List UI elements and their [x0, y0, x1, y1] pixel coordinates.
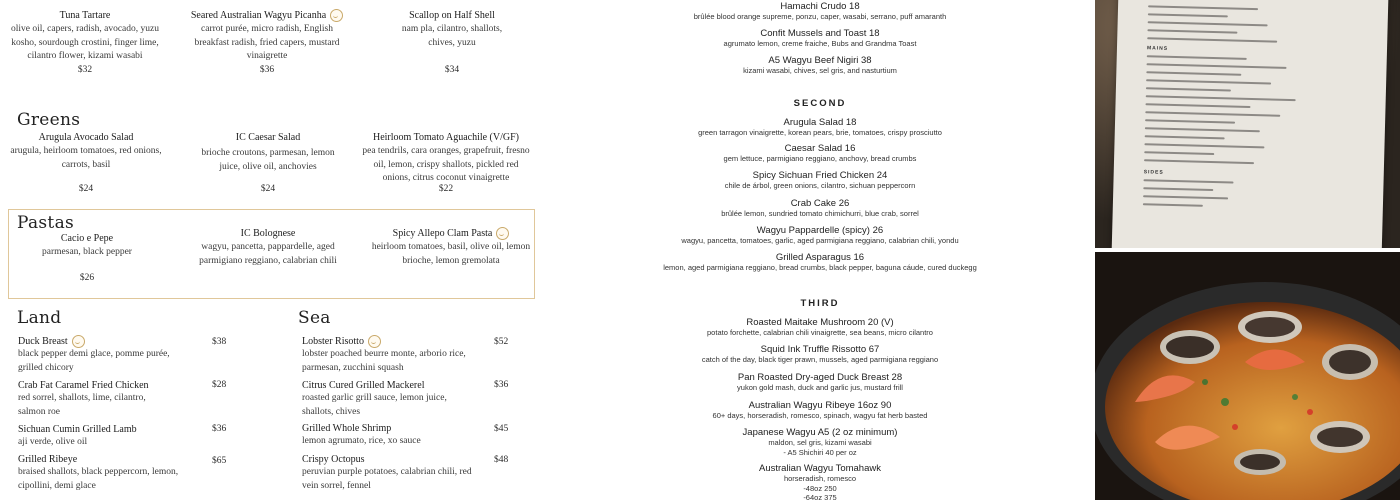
- menu-item: [545, 400, 1095, 421]
- menu-item: [5, 9, 165, 75]
- item-name: Crispy Octopus: [302, 454, 365, 465]
- item-price: $38: [212, 337, 227, 347]
- item-desc: black pepper demi glace, pomme purée, grilled chicory: [18, 349, 170, 373]
- menu-item: [18, 423, 218, 450]
- paella-illustration: [1095, 252, 1400, 500]
- menu-item: [545, 28, 1095, 49]
- item-name: Crab Cake 26: [790, 198, 850, 209]
- menu-item: [545, 55, 1095, 76]
- item-desc-extra: -48oz 250: [803, 483, 837, 493]
- menu-item: [545, 198, 1095, 219]
- item-desc: potato forchette, calabrian chili vinaigrette, sea beans, micro cilantro: [707, 328, 933, 337]
- item-desc: lobster poached beurre monte, arborio rice, parmesan, zucchini squash: [302, 349, 466, 373]
- item-desc: nam pla, cilantro, shallots, chives, yuzu: [401, 24, 503, 48]
- item-desc: lemon agrumato, rice, xo sauce: [302, 436, 421, 446]
- item-desc: heirloom tomatoes, basil, olive oil, lemon brioche, lemon gremolata: [371, 242, 531, 266]
- item-desc: kizami wasabi, chives, sel gris, and nasturtium: [743, 66, 897, 75]
- course-heading-third: THIRD: [800, 298, 840, 309]
- item-desc: red sorrel, shallots, lime, cilantro, salmon roe: [18, 393, 146, 417]
- item-name: Arugula Salad 18: [783, 117, 857, 128]
- middle-menu-panel: [545, 0, 1095, 500]
- item-name: IC Bolognese: [240, 228, 296, 239]
- item-name: Spicy Sichuan Fried Chicken 24: [752, 170, 888, 181]
- item-price: $36: [212, 424, 227, 434]
- item-name: IC Caesar Salad: [235, 132, 301, 143]
- item-desc: yukon gold mash, duck and garlic jus, mustard frill: [737, 383, 903, 392]
- section-title-sea: Sea: [298, 308, 331, 328]
- menu-item: [545, 252, 1095, 273]
- menu-item: [545, 427, 1095, 457]
- item-desc: carrot purée, micro radish, English breakfast radish, fried capers, mustard vinaigrette: [194, 24, 340, 62]
- chef-badge-icon: [368, 335, 381, 348]
- item-price: $48: [494, 455, 509, 465]
- menu-item: [545, 117, 1095, 138]
- menu-item: [12, 232, 162, 283]
- menu-item: [18, 453, 218, 493]
- item-price: $36: [259, 65, 275, 75]
- item-desc-extra: - A5 Shichiri 40 per oz: [783, 447, 857, 457]
- menu-item: [362, 131, 530, 194]
- item-desc: agrumato lemon, creme fraiche, Bubs and Grandma Toast: [723, 39, 917, 48]
- menu-item: [10, 131, 162, 194]
- menu-paper: [1112, 0, 1389, 248]
- item-price: $36: [494, 380, 509, 390]
- item-desc: pea tendrils, cara oranges, grapefruit, fresno oil, lemon, crispy shallots, pickled red onions, citrus coconut vinaigrette: [362, 146, 530, 183]
- section-title-greens: Greens: [17, 110, 81, 130]
- menu-item: [192, 131, 344, 194]
- item-desc: horseradish, romesco: [783, 474, 857, 483]
- item-name: Duck Breast: [18, 336, 68, 347]
- left-menu-panel: [0, 0, 545, 500]
- item-name: Caesar Salad 16: [784, 143, 856, 154]
- menu-item: [545, 344, 1095, 365]
- menu-item: [18, 335, 218, 375]
- menu-item: [370, 227, 532, 268]
- item-desc: lemon, aged parmigiana reggiano, bread crumbs, black pepper, baguna cáude, cured duckegg: [663, 263, 977, 272]
- item-name: Squid Ink Truffle Rissotto 67: [760, 344, 880, 355]
- item-desc: chile de árbol, green onions, cilantro, sichuan peppercorn: [724, 181, 916, 190]
- item-name: Lobster Risotto: [302, 336, 364, 347]
- item-desc: brûlée blood orange supreme, ponzu, caper, wasabi, serrano, puff amaranth: [693, 12, 947, 21]
- paper-heading: SIDES: [1143, 169, 1164, 176]
- menu-item: [545, 170, 1095, 191]
- item-name: Japanese Wagyu A5 (2 oz minimum): [742, 427, 898, 438]
- item-name: Crab Fat Caramel Fried Chicken: [18, 380, 149, 391]
- item-name: Arugula Avocado Salad: [38, 132, 134, 143]
- menu-item: [188, 9, 346, 75]
- item-desc: catch of the day, black tiger prawn, mussels, aged parmigiana reggiano: [701, 355, 939, 364]
- item-desc: 60+ days, horseradish, romesco, spinach, wagyu fat herb basted: [712, 411, 928, 420]
- section-title-pastas: Pastas: [17, 213, 75, 233]
- item-price: $24: [260, 184, 276, 194]
- paper-heading: MAINS: [1146, 45, 1169, 52]
- item-name: Wagyu Pappardelle (spicy) 26: [756, 225, 884, 236]
- item-name: Citrus Cured Grilled Mackerel: [302, 380, 425, 391]
- menu-item: [545, 317, 1095, 338]
- item-desc: peruvian purple potatoes, calabrian chili, red vein sorrel, fennel: [302, 467, 472, 491]
- item-name: Australian Wagyu Tomahawk: [759, 463, 881, 474]
- item-name: Sichuan Cumin Grilled Lamb: [18, 424, 137, 435]
- menu-item: [302, 335, 502, 375]
- menu-item: [188, 227, 348, 268]
- chef-badge-icon: [330, 9, 343, 22]
- item-price: $34: [444, 65, 460, 75]
- item-name: Heirloom Tomato Aguachile (V/GF): [372, 132, 520, 143]
- chef-badge-icon: [72, 335, 85, 348]
- item-name: Confit Mussels and Toast 18: [760, 28, 880, 39]
- item-name: Seared Australian Wagyu Picanha: [190, 10, 327, 21]
- item-name: Spicy Allepo Clam Pasta: [392, 228, 493, 239]
- item-desc-extra: -64oz 375: [803, 493, 837, 502]
- item-price: $45: [494, 424, 509, 434]
- item-price: $24: [78, 184, 94, 194]
- seafood-paella-photo: [1095, 252, 1400, 500]
- menu-item: [545, 372, 1095, 393]
- course-heading-second: SECOND: [793, 98, 847, 109]
- item-desc: green tarragon vinaigrette, korean pears, brie, tomatoes, crispy prosciutto: [698, 128, 942, 137]
- item-name: Roasted Maitake Mushroom 20 (V): [746, 317, 894, 328]
- item-desc: arugula, heirloom tomatoes, red onions, carrots, basil: [10, 146, 162, 170]
- menu-item: [372, 9, 532, 75]
- item-name: Grilled Whole Shrimp: [302, 423, 392, 434]
- item-name: Grilled Ribeye: [18, 454, 78, 465]
- item-desc: maldon, sel gris, kizami wasabi: [768, 438, 872, 447]
- item-price: $32: [77, 65, 93, 75]
- item-desc: wagyu, pancetta, pappardelle, aged parmigiano reggiano, calabrian chili: [199, 242, 337, 266]
- item-desc: gem lettuce, parmigiano reggiano, anchovy, bread crumbs: [723, 154, 917, 163]
- item-desc: braised shallots, black peppercorn, lemon, cipollini, demi glace: [18, 467, 179, 491]
- item-desc: brioche croutons, parmesan, lemon juice, olive oil, anchovies: [201, 148, 335, 172]
- item-desc: aji verde, olive oil: [18, 437, 88, 447]
- menu-item: [18, 379, 218, 419]
- menu-item: [545, 143, 1095, 164]
- section-title-land: Land: [17, 308, 62, 328]
- item-price: $26: [79, 273, 95, 283]
- item-name: A5 Wagyu Beef Nigiri 38: [768, 55, 872, 66]
- item-price: $22: [438, 184, 454, 194]
- menu-item: [302, 453, 502, 493]
- item-name: Hamachi Crudo 18: [780, 1, 860, 12]
- item-name: Scallop on Half Shell: [409, 10, 495, 21]
- printed-menu-photo: [1095, 0, 1400, 248]
- chef-badge-icon: [496, 227, 509, 240]
- item-desc: olive oil, capers, radish, avocado, yuzu kosho, sourdough crostini, finger lime, cilantro flower, kizami wasabi: [11, 24, 159, 61]
- menu-item: [545, 1, 1095, 22]
- item-desc: brûlée lemon, sundried tomato chimichurri, blue crab, sorrel: [721, 209, 919, 218]
- item-price: $52: [494, 337, 509, 347]
- menu-item: [302, 379, 502, 419]
- item-desc: roasted garlic grill sauce, lemon juice, shallots, chives: [302, 393, 447, 417]
- item-name: Tuna Tartare: [59, 10, 111, 21]
- item-price: $28: [212, 380, 227, 390]
- item-name: Australian Wagyu Ribeye 16oz 90: [748, 400, 892, 411]
- menu-item: [545, 463, 1095, 503]
- item-price: $65: [212, 456, 227, 466]
- menu-item: [302, 422, 502, 449]
- item-desc: parmesan, black pepper: [42, 247, 132, 257]
- item-name: Cacio e Pepe: [60, 233, 114, 244]
- item-name: Pan Roasted Dry-aged Duck Breast 28: [737, 372, 903, 383]
- menu-item: [545, 225, 1095, 246]
- item-desc: wagyu, pancetta, tomatoes, garlic, aged parmigiana reggiano, calabrian chili, yondu: [681, 236, 959, 245]
- item-name: Grilled Asparagus 16: [775, 252, 865, 263]
